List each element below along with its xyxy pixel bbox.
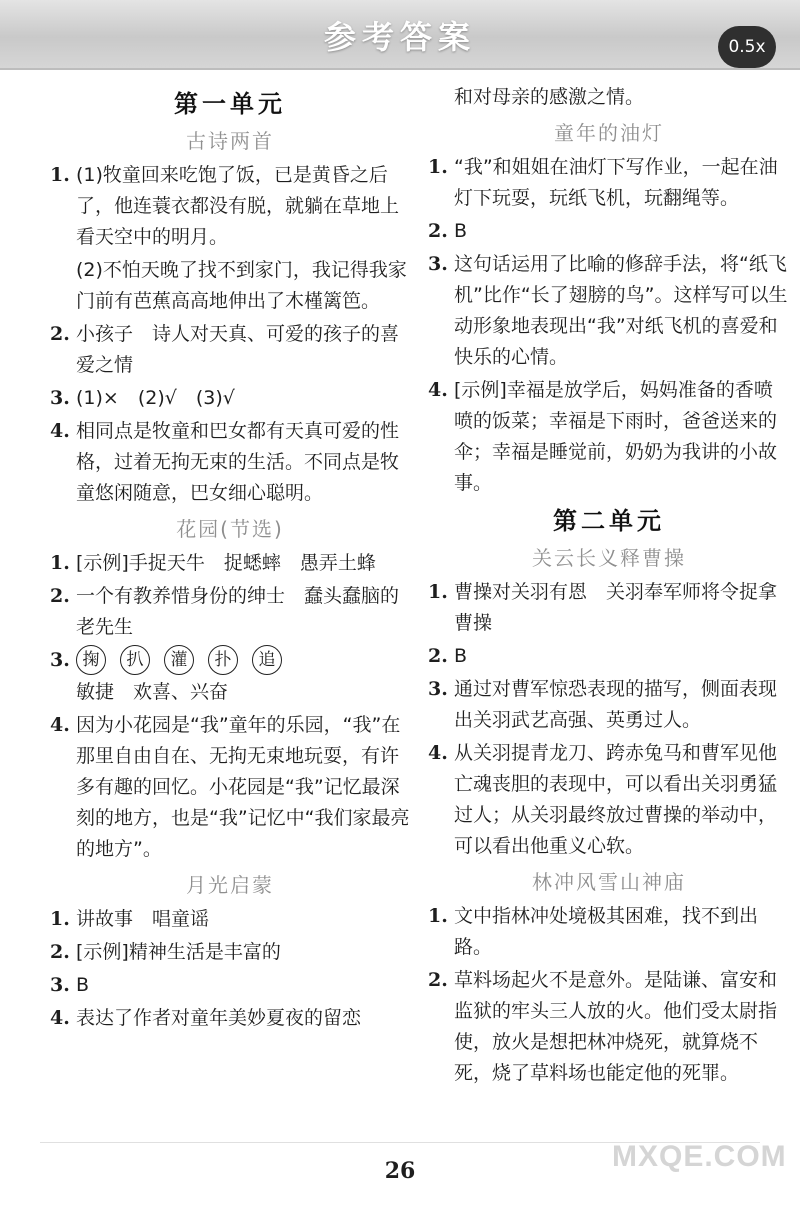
answer-item	[428, 641, 790, 672]
item-number: 2.	[428, 220, 448, 242]
circled-char: 追	[252, 645, 282, 675]
page-number: 26	[384, 1158, 416, 1184]
answer-item	[428, 738, 790, 862]
item-number: 1.	[428, 156, 448, 178]
circled-char: 灌	[164, 645, 194, 675]
item-number: 3.	[50, 974, 70, 996]
answer-item	[50, 904, 410, 935]
item-number: 3.	[50, 649, 70, 671]
item-number: 4.	[428, 742, 448, 764]
answer-text: 相同点是牧童和巴女都有天真可爱的性格，过着无拘无束的生活。不同点是牧童悠闲随意，巴女细心聪明。	[76, 420, 400, 504]
answer-item	[428, 216, 790, 247]
answer-text: [示例]幸福是放学后，妈妈准备的香喷喷的饭菜；幸福是下雨时，爸爸送来的伞；幸福是睡觉前，奶奶为我讲的小故事。	[454, 379, 778, 494]
answer-text: B	[454, 645, 468, 667]
section-title-lin-chong: 林冲风雪山神庙	[532, 870, 686, 894]
item-number: 2.	[428, 969, 448, 991]
answer-text: 这句话运用了比喻的修辞手法，将“纸飞机”比作“长了翅膀的鸟”。这样写可以生动形象地表现出“我”对纸飞机的喜爱和快乐的心情。	[454, 253, 788, 368]
right-column	[428, 82, 790, 1091]
answer-text: 通过对曹军惊恐表现的描写，侧面表现出关羽武艺高强、英勇过人。	[454, 678, 778, 731]
section-title-guan-yu: 关云长义释曹操	[532, 546, 686, 570]
answer-text: (1)牧童回来吃饱了饭，已是黄昏之后了，他连蓑衣都没有脱，就躺在草地上看天空中的明月。	[76, 164, 400, 248]
answer-item	[50, 1003, 410, 1034]
answer-header-banner	[0, 0, 800, 70]
answer-item	[50, 383, 410, 414]
answer-text: “我”和姐姐在油灯下写作业，一起在油灯下玩耍，玩纸飞机，玩翻绳等。	[454, 156, 778, 209]
answer-item	[50, 160, 410, 253]
item-number: 1.	[50, 164, 70, 186]
left-column	[50, 82, 410, 1036]
answer-item	[428, 577, 790, 639]
item-number: 1.	[50, 552, 70, 574]
circled-char: 扒	[120, 645, 150, 675]
answer-text: (1)× (2)√ (3)√	[76, 387, 235, 409]
answer-continuation: 和对母亲的感激之情。	[454, 86, 645, 108]
answer-item	[50, 319, 410, 381]
answer-item	[50, 645, 410, 675]
answer-item	[428, 674, 790, 736]
circled-char: 扑	[208, 645, 238, 675]
answer-text: 一个有教养惜身份的绅士 蠢头蠢脑的老先生	[76, 585, 400, 638]
answer-item	[428, 965, 790, 1089]
answer-item	[428, 901, 790, 963]
answer-text: [示例]手捉天牛 捉蟋蟀 愚弄土蜂	[76, 552, 376, 574]
answer-item	[50, 581, 410, 643]
answer-text: 敏捷 欢喜、兴奋	[76, 681, 229, 703]
item-number: 4.	[50, 714, 70, 736]
item-number: 2.	[50, 323, 70, 345]
item-number: 2.	[428, 645, 448, 667]
answer-text: 从关羽提青龙刀、跨赤兔马和曹军见他亡魂丧胆的表现中，可以看出关羽勇猛过人；从关羽最终放过曹操的举动中，可以看出他重义心软。	[454, 742, 778, 857]
section-title-oil-lamp: 童年的油灯	[554, 121, 664, 145]
item-number: 4.	[50, 1007, 70, 1029]
answer-text: (2)不怕天晚了找不到家门，我记得我家门前有芭蕉高高地伸出了木槿篱笆。	[76, 259, 407, 312]
answer-text: 曹操对关羽有恩 关羽奉军师将令捉拿曹操	[454, 581, 778, 634]
section-title-garden: 花园(节选)	[176, 517, 284, 541]
item-number: 3.	[50, 387, 70, 409]
answer-item	[50, 416, 410, 509]
header-title: 参考答案	[323, 18, 476, 56]
answer-text: 因为小花园是“我”童年的乐园，“我”在那里自由自在、无拘无束地玩耍，有许多有趣的回忆。小花园是“我”记忆最深刻的地方，也是“我”记忆中“我们家最亮的地方”。	[76, 714, 410, 860]
answer-text: 文中指林冲处境极其困难，找不到出路。	[454, 905, 759, 958]
answer-item	[50, 548, 410, 579]
circled-characters	[76, 645, 410, 675]
item-number: 2.	[50, 585, 70, 607]
answer-text: [示例]精神生活是丰富的	[76, 941, 281, 963]
item-number: 4.	[50, 420, 70, 442]
answer-text: B	[76, 974, 90, 996]
item-number: 4.	[428, 379, 448, 401]
section-title-ancient-poems: 古诗两首	[186, 129, 274, 153]
item-number: 3.	[428, 253, 448, 275]
answer-item	[428, 249, 790, 373]
item-number: 1.	[50, 908, 70, 930]
item-number: 2.	[50, 941, 70, 963]
unit-title-2: 第二单元	[553, 507, 665, 535]
answer-item	[428, 375, 790, 499]
answer-text: 表达了作者对童年美妙夏夜的留恋	[76, 1007, 362, 1029]
item-number: 1.	[428, 581, 448, 603]
answer-text: B	[454, 220, 468, 242]
site-watermark: MXQE.COM	[612, 1140, 787, 1173]
item-number: 3.	[428, 678, 448, 700]
answer-item	[50, 970, 410, 1001]
answer-item	[50, 937, 410, 968]
unit-title-1: 第一单元	[174, 90, 286, 118]
answer-text: 草料场起火不是意外。是陆谦、富安和监狱的牢头三人放的火。他们受太尉指使，放火是想把林冲烧死，就算烧不死，烧了草料场也能定他的死罪。	[454, 969, 778, 1084]
playback-speed-button[interactable]: 0.5x	[718, 26, 776, 68]
answer-item	[50, 710, 410, 865]
answer-text: 小孩子 诗人对天真、可爱的孩子的喜爱之情	[76, 323, 400, 376]
item-number: 1.	[428, 905, 448, 927]
answer-item	[428, 152, 790, 214]
section-title-moonlight: 月光启蒙	[186, 873, 274, 897]
answer-text: 讲故事 唱童谣	[76, 908, 210, 930]
circled-char: 掬	[76, 645, 106, 675]
